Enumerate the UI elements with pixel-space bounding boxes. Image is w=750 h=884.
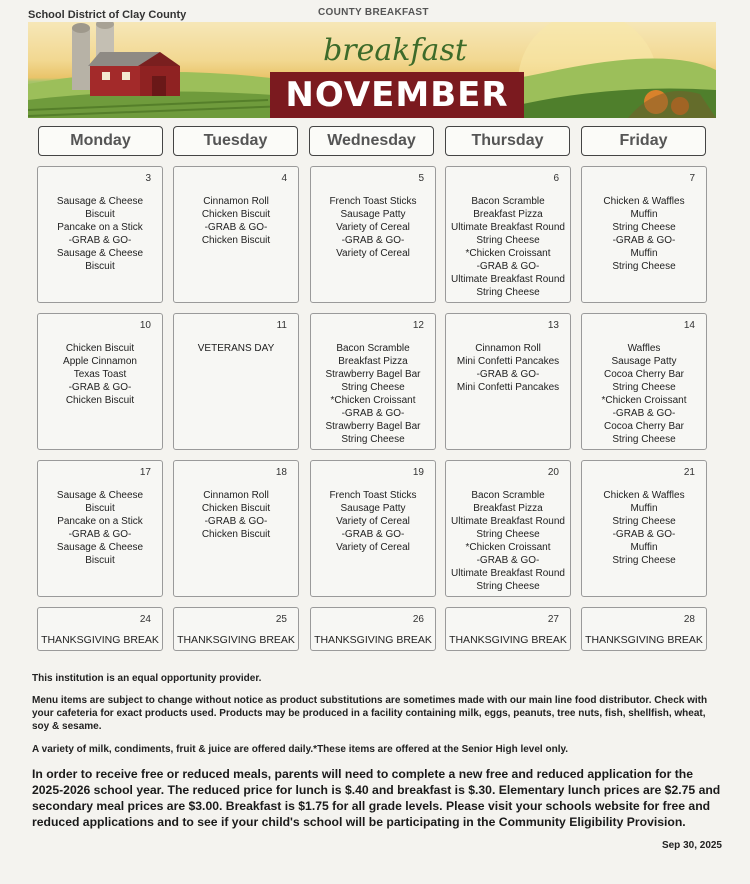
day-date-number: 10 <box>139 320 151 331</box>
menu-item: -GRAB & GO- <box>476 261 540 272</box>
menu-items <box>174 195 298 247</box>
menu-item: String Cheese <box>476 581 540 592</box>
day-date-number: 27 <box>547 614 559 625</box>
menu-items <box>38 634 162 647</box>
menu-item: Bacon Scramble <box>336 343 410 354</box>
menu-items <box>311 634 435 647</box>
menu-item: Ultimate Breakfast Round <box>451 516 565 527</box>
day-header-monday: Monday <box>38 126 163 156</box>
menu-item: French Toast Sticks <box>329 196 417 207</box>
menu-item: THANKSGIVING BREAK <box>314 634 432 646</box>
menu-item: String Cheese <box>612 516 676 527</box>
day-date-number: 11 <box>276 320 287 331</box>
menu-item: VETERANS DAY <box>197 343 275 354</box>
day-date-number: 7 <box>689 173 695 184</box>
menu-item: String Cheese <box>612 434 676 445</box>
menu-item: -GRAB & GO- <box>341 235 405 246</box>
meal-price-notice: In order to receive free or reduced meals, parents will need to complete a new free and reduced application for the 2025-2026 school year. The reduced price for lunch is $.40 and breakfast is $.30. Elementary lunch prices are $2.75 and secondary meal prices are $3.00. Breakfast is $1.75 for all grade levels. Please visit your schools website for free and reduced applications and to see if your child's school will be participating in the Community Eligibility Provision. <box>32 767 721 829</box>
day-date-number: 3 <box>145 173 151 184</box>
day-date-number: 5 <box>418 173 424 184</box>
menu-item: String Cheese <box>341 434 405 445</box>
menu-items <box>446 195 570 299</box>
menu-items <box>311 195 435 260</box>
menu-item: String Cheese <box>612 261 676 272</box>
menu-item: Sausage & Cheese <box>56 542 144 553</box>
day-cell <box>173 607 299 651</box>
day-cell <box>310 166 436 303</box>
day-cell <box>445 607 571 651</box>
menu-item: Strawberry Bagel Bar <box>325 421 421 432</box>
menu-item: THANKSGIVING BREAK <box>449 634 567 646</box>
menu-item: *Chicken Croissant <box>465 542 551 553</box>
day-date-number: 19 <box>412 467 424 478</box>
menu-item: String Cheese <box>612 555 676 566</box>
menu-item: Chicken Biscuit <box>65 343 135 354</box>
menu-item: Chicken & Waffles <box>603 490 685 501</box>
day-cell <box>173 166 299 303</box>
day-cell <box>37 166 163 303</box>
menu-item: String Cheese <box>476 235 540 246</box>
menu-item: Breakfast Pizza <box>473 503 543 514</box>
menu-item: Cinnamon Roll <box>203 490 269 501</box>
menu-item: Variety of Cereal <box>336 542 410 553</box>
day-cell <box>310 607 436 651</box>
menu-item: Muffin <box>630 209 658 220</box>
menu-item: Ultimate Breakfast Round <box>451 274 565 285</box>
day-cell <box>173 313 299 450</box>
menu-items <box>582 195 706 273</box>
menu-item: *Chicken Croissant <box>601 395 687 406</box>
day-cell <box>581 313 707 450</box>
day-cell <box>37 313 163 450</box>
day-date-number: 28 <box>683 614 695 625</box>
day-header-tuesday: Tuesday <box>173 126 298 156</box>
menu-item: French Toast Sticks <box>329 490 417 501</box>
menu-items <box>446 489 570 593</box>
menu-items <box>582 342 706 446</box>
menu-item: Chicken Biscuit <box>201 529 271 540</box>
day-date-number: 4 <box>281 173 287 184</box>
menu-item: -GRAB & GO- <box>68 382 132 393</box>
county-breakfast-label: COUNTY BREAKFAST <box>318 7 429 18</box>
menu-item: Muffin <box>630 248 658 259</box>
menu-item: Cocoa Cherry Bar <box>603 369 685 380</box>
day-date-number: 14 <box>683 320 695 331</box>
menu-item: String Cheese <box>476 287 540 298</box>
day-header-friday: Friday <box>581 126 706 156</box>
menu-item: Muffin <box>630 542 658 553</box>
day-date-number: 20 <box>547 467 559 478</box>
day-cell <box>173 460 299 597</box>
breakfast-script-title: breakfast <box>323 33 467 68</box>
menu-item: Ultimate Breakfast Round <box>451 222 565 233</box>
menu-item: Sausage Patty <box>340 503 406 514</box>
menu-item: *Chicken Croissant <box>465 248 551 259</box>
menu-item: THANKSGIVING BREAK <box>585 634 703 646</box>
menu-item: Variety of Cereal <box>336 222 410 233</box>
menu-item: -GRAB & GO- <box>341 529 405 540</box>
menu-item: String Cheese <box>341 382 405 393</box>
menu-item: Cocoa Cherry Bar <box>603 421 685 432</box>
menu-item: Chicken Biscuit <box>201 503 271 514</box>
menu-item: Biscuit <box>85 209 115 220</box>
menu-items <box>311 342 435 446</box>
menu-item: Biscuit <box>85 503 115 514</box>
day-date-number: 26 <box>412 614 424 625</box>
menu-item: *Chicken Croissant <box>330 395 416 406</box>
day-date-number: 25 <box>275 614 287 625</box>
menu-item: -GRAB & GO- <box>68 235 132 246</box>
menu-item: Variety of Cereal <box>336 248 410 259</box>
menu-item: -GRAB & GO- <box>341 408 405 419</box>
menu-items <box>174 342 298 355</box>
menu-item: THANKSGIVING BREAK <box>177 634 295 646</box>
menu-item: String Cheese <box>612 382 676 393</box>
menu-items <box>38 195 162 273</box>
day-header-thursday: Thursday <box>445 126 570 156</box>
publish-date: Sep 30, 2025 <box>661 840 722 851</box>
menu-item: Chicken Biscuit <box>65 395 135 406</box>
menu-item: -GRAB & GO- <box>612 529 676 540</box>
menu-items <box>446 342 570 394</box>
menu-item: Waffles <box>627 343 661 354</box>
menu-item: Chicken Biscuit <box>201 235 271 246</box>
menu-item: -GRAB & GO- <box>204 516 268 527</box>
variety-note: A variety of milk, condiments, fruit & juice are offered daily.*These items are offered at the Senior High level only. <box>32 744 569 755</box>
menu-item: Muffin <box>630 503 658 514</box>
menu-items <box>38 342 162 407</box>
menu-item: Ultimate Breakfast Round <box>451 568 565 579</box>
menu-items <box>38 489 162 567</box>
menu-item: Biscuit <box>85 261 115 272</box>
menu-item: Sausage Patty <box>611 356 677 367</box>
day-date-number: 12 <box>412 320 424 331</box>
day-cell <box>445 313 571 450</box>
menu-item: Pancake on a Stick <box>57 222 143 233</box>
menu-item: String Cheese <box>612 222 676 233</box>
farm-banner <box>28 22 716 118</box>
menu-item: Texas Toast <box>73 369 127 380</box>
menu-item: Bacon Scramble <box>471 490 545 501</box>
menu-item: Bacon Scramble <box>471 196 545 207</box>
menu-item: -GRAB & GO- <box>612 235 676 246</box>
day-date-number: 21 <box>683 467 695 478</box>
menu-items <box>311 489 435 554</box>
month-title: NOVEMBER <box>270 72 524 118</box>
day-cell <box>37 607 163 651</box>
menu-item: Sausage & Cheese <box>56 490 144 501</box>
day-date-number: 18 <box>275 467 287 478</box>
menu-item: Sausage & Cheese <box>56 196 144 207</box>
menu-item: -GRAB & GO- <box>476 555 540 566</box>
menu-item: Chicken Biscuit <box>201 209 271 220</box>
menu-items <box>582 634 706 647</box>
menu-item: Sausage Patty <box>340 209 406 220</box>
day-date-number: 24 <box>139 614 151 625</box>
day-cell <box>581 607 707 651</box>
day-cell <box>581 166 707 303</box>
menu-item: -GRAB & GO- <box>476 369 540 380</box>
menu-item: Chicken & Waffles <box>603 196 685 207</box>
menu-item: Cinnamon Roll <box>475 343 541 354</box>
menu-item: Mini Confetti Pancakes <box>456 356 560 367</box>
day-date-number: 6 <box>553 173 559 184</box>
day-cell <box>37 460 163 597</box>
menu-items <box>174 634 298 647</box>
equal-opportunity-statement: This institution is an equal opportunity provider. <box>32 673 262 684</box>
menu-item: Variety of Cereal <box>336 516 410 527</box>
day-cell <box>581 460 707 597</box>
menu-items <box>174 489 298 541</box>
day-cell <box>445 166 571 303</box>
substitution-notice: Menu items are subject to change without notice as product substitutions are sometimes made with our main line food distributor. Check with your cafeteria for exact products used. Products may be produced in a facility containing milk, eggs, peanuts, tree nuts, fish, shellfish, wheat, soy & sesame. <box>32 695 708 732</box>
menu-item: String Cheese <box>476 529 540 540</box>
menu-item: Sausage & Cheese <box>56 248 144 259</box>
day-header-wednesday: Wednesday <box>309 126 434 156</box>
menu-item: Breakfast Pizza <box>338 356 408 367</box>
menu-item: -GRAB & GO- <box>204 222 268 233</box>
menu-item: Biscuit <box>85 555 115 566</box>
day-date-number: 17 <box>139 467 151 478</box>
menu-item: Strawberry Bagel Bar <box>325 369 421 380</box>
day-cell <box>310 460 436 597</box>
menu-item: Cinnamon Roll <box>203 196 269 207</box>
district-name: School District of Clay County <box>28 9 187 21</box>
menu-item: Breakfast Pizza <box>473 209 543 220</box>
day-cell <box>310 313 436 450</box>
menu-item: THANKSGIVING BREAK <box>41 634 159 646</box>
menu-item: Apple Cinnamon <box>63 356 137 367</box>
menu-item: -GRAB & GO- <box>68 529 132 540</box>
menu-item: -GRAB & GO- <box>612 408 676 419</box>
menu-item: Pancake on a Stick <box>57 516 143 527</box>
day-date-number: 13 <box>547 320 559 331</box>
menu-items <box>582 489 706 567</box>
day-cell <box>445 460 571 597</box>
menu-item: Mini Confetti Pancakes <box>456 382 560 393</box>
menu-items <box>446 634 570 647</box>
